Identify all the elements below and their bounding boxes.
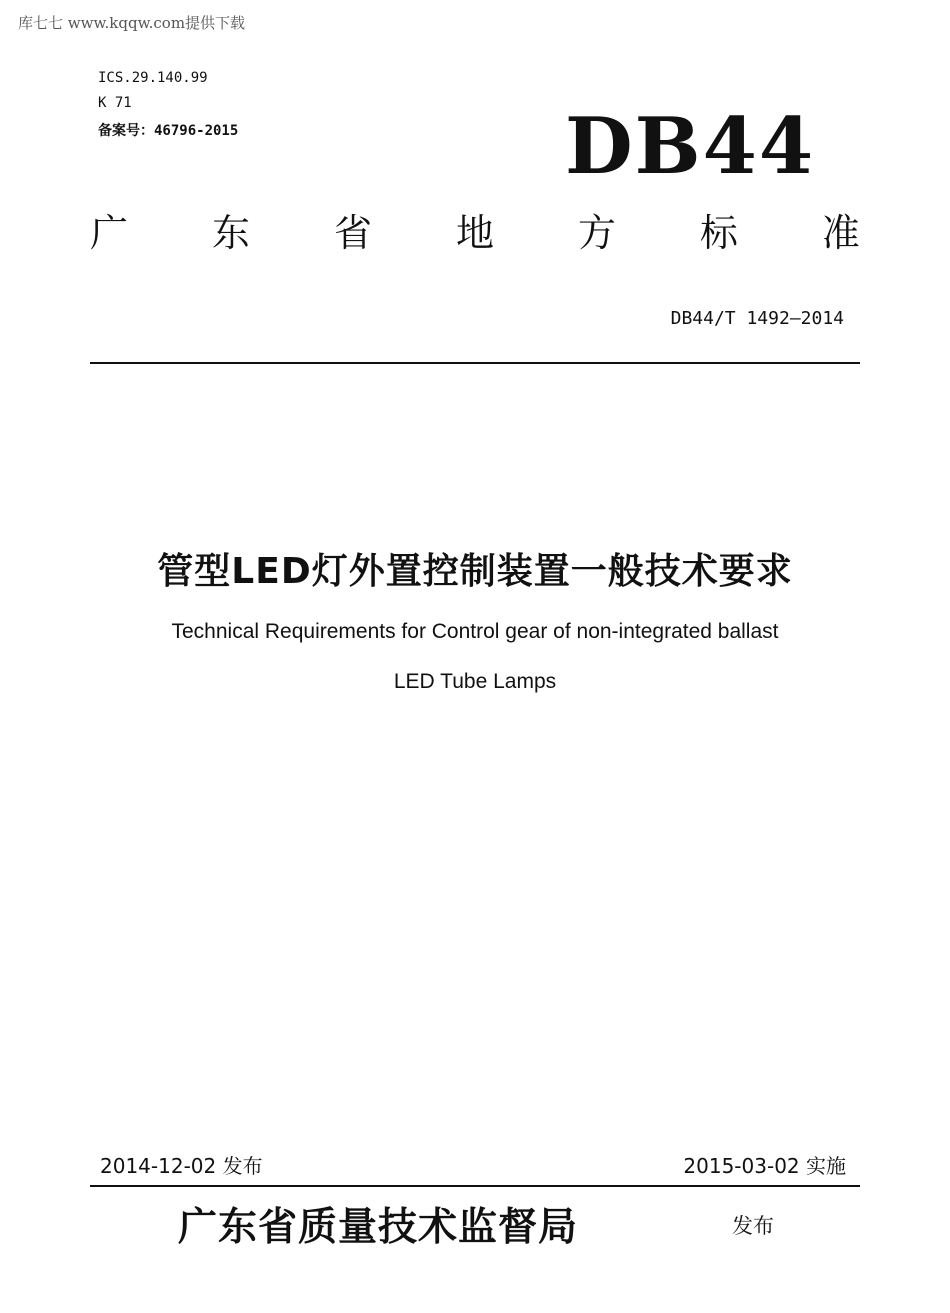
ics-code: ICS.29.140.99 (98, 70, 208, 86)
issuer-name: 广东省质量技术监督局 (178, 1204, 579, 1250)
title-english-line1: Technical Requirements for Control gear of non-integrated ballast (171, 620, 779, 643)
issue-date: 2014-12-02 发布 (100, 1154, 263, 1178)
issuer-suffix: 发布 (732, 1214, 774, 1238)
standard-type-heading (90, 211, 860, 255)
standard-type-char: 省 (333, 211, 372, 255)
standard-type-char: 地 (455, 211, 494, 255)
db-logo: DB44 (565, 101, 816, 192)
standard-type-char: 广 (90, 211, 129, 255)
standard-type-char: 东 (211, 211, 250, 255)
standard-type-char: 方 (577, 211, 616, 255)
standard-type-char: 标 (699, 211, 738, 255)
standard-code: DB44/T 1492—2014 (670, 308, 844, 329)
footer-divider (90, 1185, 860, 1187)
title-english-line2: LED Tube Lamps (393, 670, 557, 693)
implementation-date: 2015-03-02 实施 (683, 1154, 846, 1178)
ccs-code: K 71 (98, 95, 132, 111)
watermark-text: 库七七 www.kqqw.com提供下载 (18, 14, 246, 32)
record-number: 备案号：46796-2015 (98, 123, 239, 139)
header-divider (90, 362, 860, 364)
standard-type-char: 准 (821, 211, 860, 255)
title-chinese: 管型LED灯外置控制装置一般技术要求 (157, 551, 793, 592)
